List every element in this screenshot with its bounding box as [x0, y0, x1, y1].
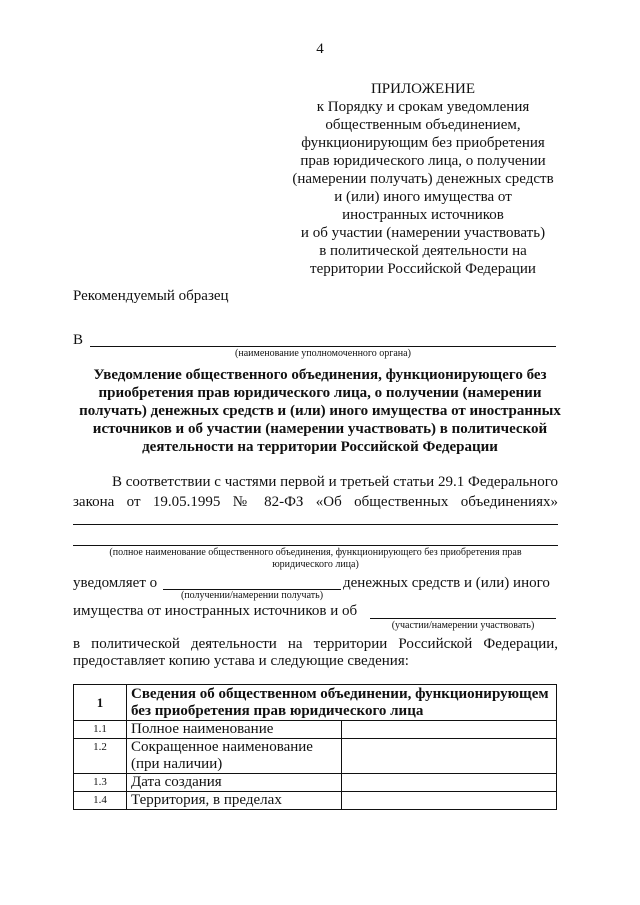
appendix-line: прав юридического лица, о получении	[300, 153, 546, 169]
recommended-sample-label: Рекомендуемый образец	[73, 288, 229, 304]
appendix-line: и об участии (намерении участвовать)	[300, 225, 546, 241]
table-row	[74, 739, 557, 774]
paragraph-2-line-2: предоставляет копию устава и следующие сведения:	[73, 653, 409, 669]
table-header-line: без приобретения прав юридического лица	[131, 703, 424, 719]
appendix-line: к Порядку и срокам уведомления	[316, 99, 530, 115]
table-row-label-line: Сокращенное наименование	[131, 739, 313, 755]
appendix-block	[278, 80, 568, 278]
participation-fill-line	[370, 618, 556, 619]
table-row-label: Территория, в пределах	[127, 792, 342, 810]
paragraph-1-line-1: В соответствии с частями первой и третьей статьи 29.1 Федерального	[112, 474, 558, 490]
table-row-value	[342, 721, 557, 739]
receipt-caption: (получении/намерении получать)	[180, 590, 324, 601]
appendix-line: в политической деятельности на	[319, 243, 527, 259]
paragraph-1-line-2: закона от 19.05.1995 № 82-ФЗ «Об общественных объединениях»	[73, 494, 558, 510]
org-name-caption	[73, 547, 558, 571]
appendix-title: ПРИЛОЖЕНИЕ	[370, 81, 476, 97]
notice-title-line: Уведомление общественного объединения, функционирующего без	[93, 367, 547, 383]
org-caption-line: юридического лица)	[272, 559, 359, 570]
appendix-line: территории Российской Федерации	[310, 261, 536, 277]
table-row-num: 1.3	[74, 774, 127, 792]
appendix-line: и (или) иного имущества от	[334, 189, 512, 205]
info-table	[73, 684, 557, 810]
notice-title-line: получать) денежных средств и (или) иного имущества от иностранных	[79, 403, 561, 419]
table-header-num: 1	[74, 685, 127, 721]
table-header-title	[127, 685, 557, 721]
table-row-value	[342, 739, 557, 774]
table-row-num: 1.2	[74, 739, 127, 774]
table-row-label	[127, 739, 342, 774]
table-row	[74, 721, 557, 739]
paragraph-2-line-1: в политической деятельности на территории Российской Федерации,	[73, 636, 558, 652]
org-name-fill-line-2	[73, 545, 558, 546]
page-number: 4	[316, 41, 324, 57]
table-row	[74, 774, 557, 792]
table-header-row	[74, 685, 557, 721]
participation-caption: (участии/намерении участвовать)	[391, 620, 535, 631]
table-header-line: Сведения об общественном объединении, функционирующем	[131, 686, 549, 702]
notifies-label: уведомляет о	[73, 575, 158, 591]
table-row-num: 1.1	[74, 721, 127, 739]
org-name-fill-line-1	[73, 524, 558, 525]
notice-title-line: деятельности на территории Российской Федерации	[142, 439, 498, 455]
money-text: денежных средств и (или) иного	[343, 575, 550, 591]
table-row-value	[342, 774, 557, 792]
table-row-value	[342, 792, 557, 810]
org-caption-line: (полное наименование общественного объединения, функционирующего без приобретения прав	[109, 547, 522, 558]
addressee-prefix: В	[73, 332, 84, 348]
appendix-line: иностранных источников	[342, 207, 504, 223]
table-row-num: 1.4	[74, 792, 127, 810]
table-row	[74, 792, 557, 810]
notice-title-line: приобретения прав юридического лица, о получении (намерении	[98, 385, 542, 401]
notice-title	[68, 366, 572, 456]
addressee-caption: (наименование уполномоченного органа)	[235, 348, 411, 359]
table-row-label: Дата создания	[127, 774, 342, 792]
notice-title-line: источников и об участии (намерении участвовать) в политической	[92, 421, 548, 437]
appendix-line: функционирующим без приобретения	[301, 135, 545, 151]
appendix-line: (намерении получать) денежных средств	[292, 171, 554, 187]
table-row-label-line: (при наличии)	[131, 756, 223, 772]
appendix-line: общественным объединением,	[325, 117, 521, 133]
table-row-label: Полное наименование	[127, 721, 342, 739]
addressee-fill-line	[90, 346, 556, 347]
property-text: имущества от иностранных источников и об	[73, 603, 358, 619]
